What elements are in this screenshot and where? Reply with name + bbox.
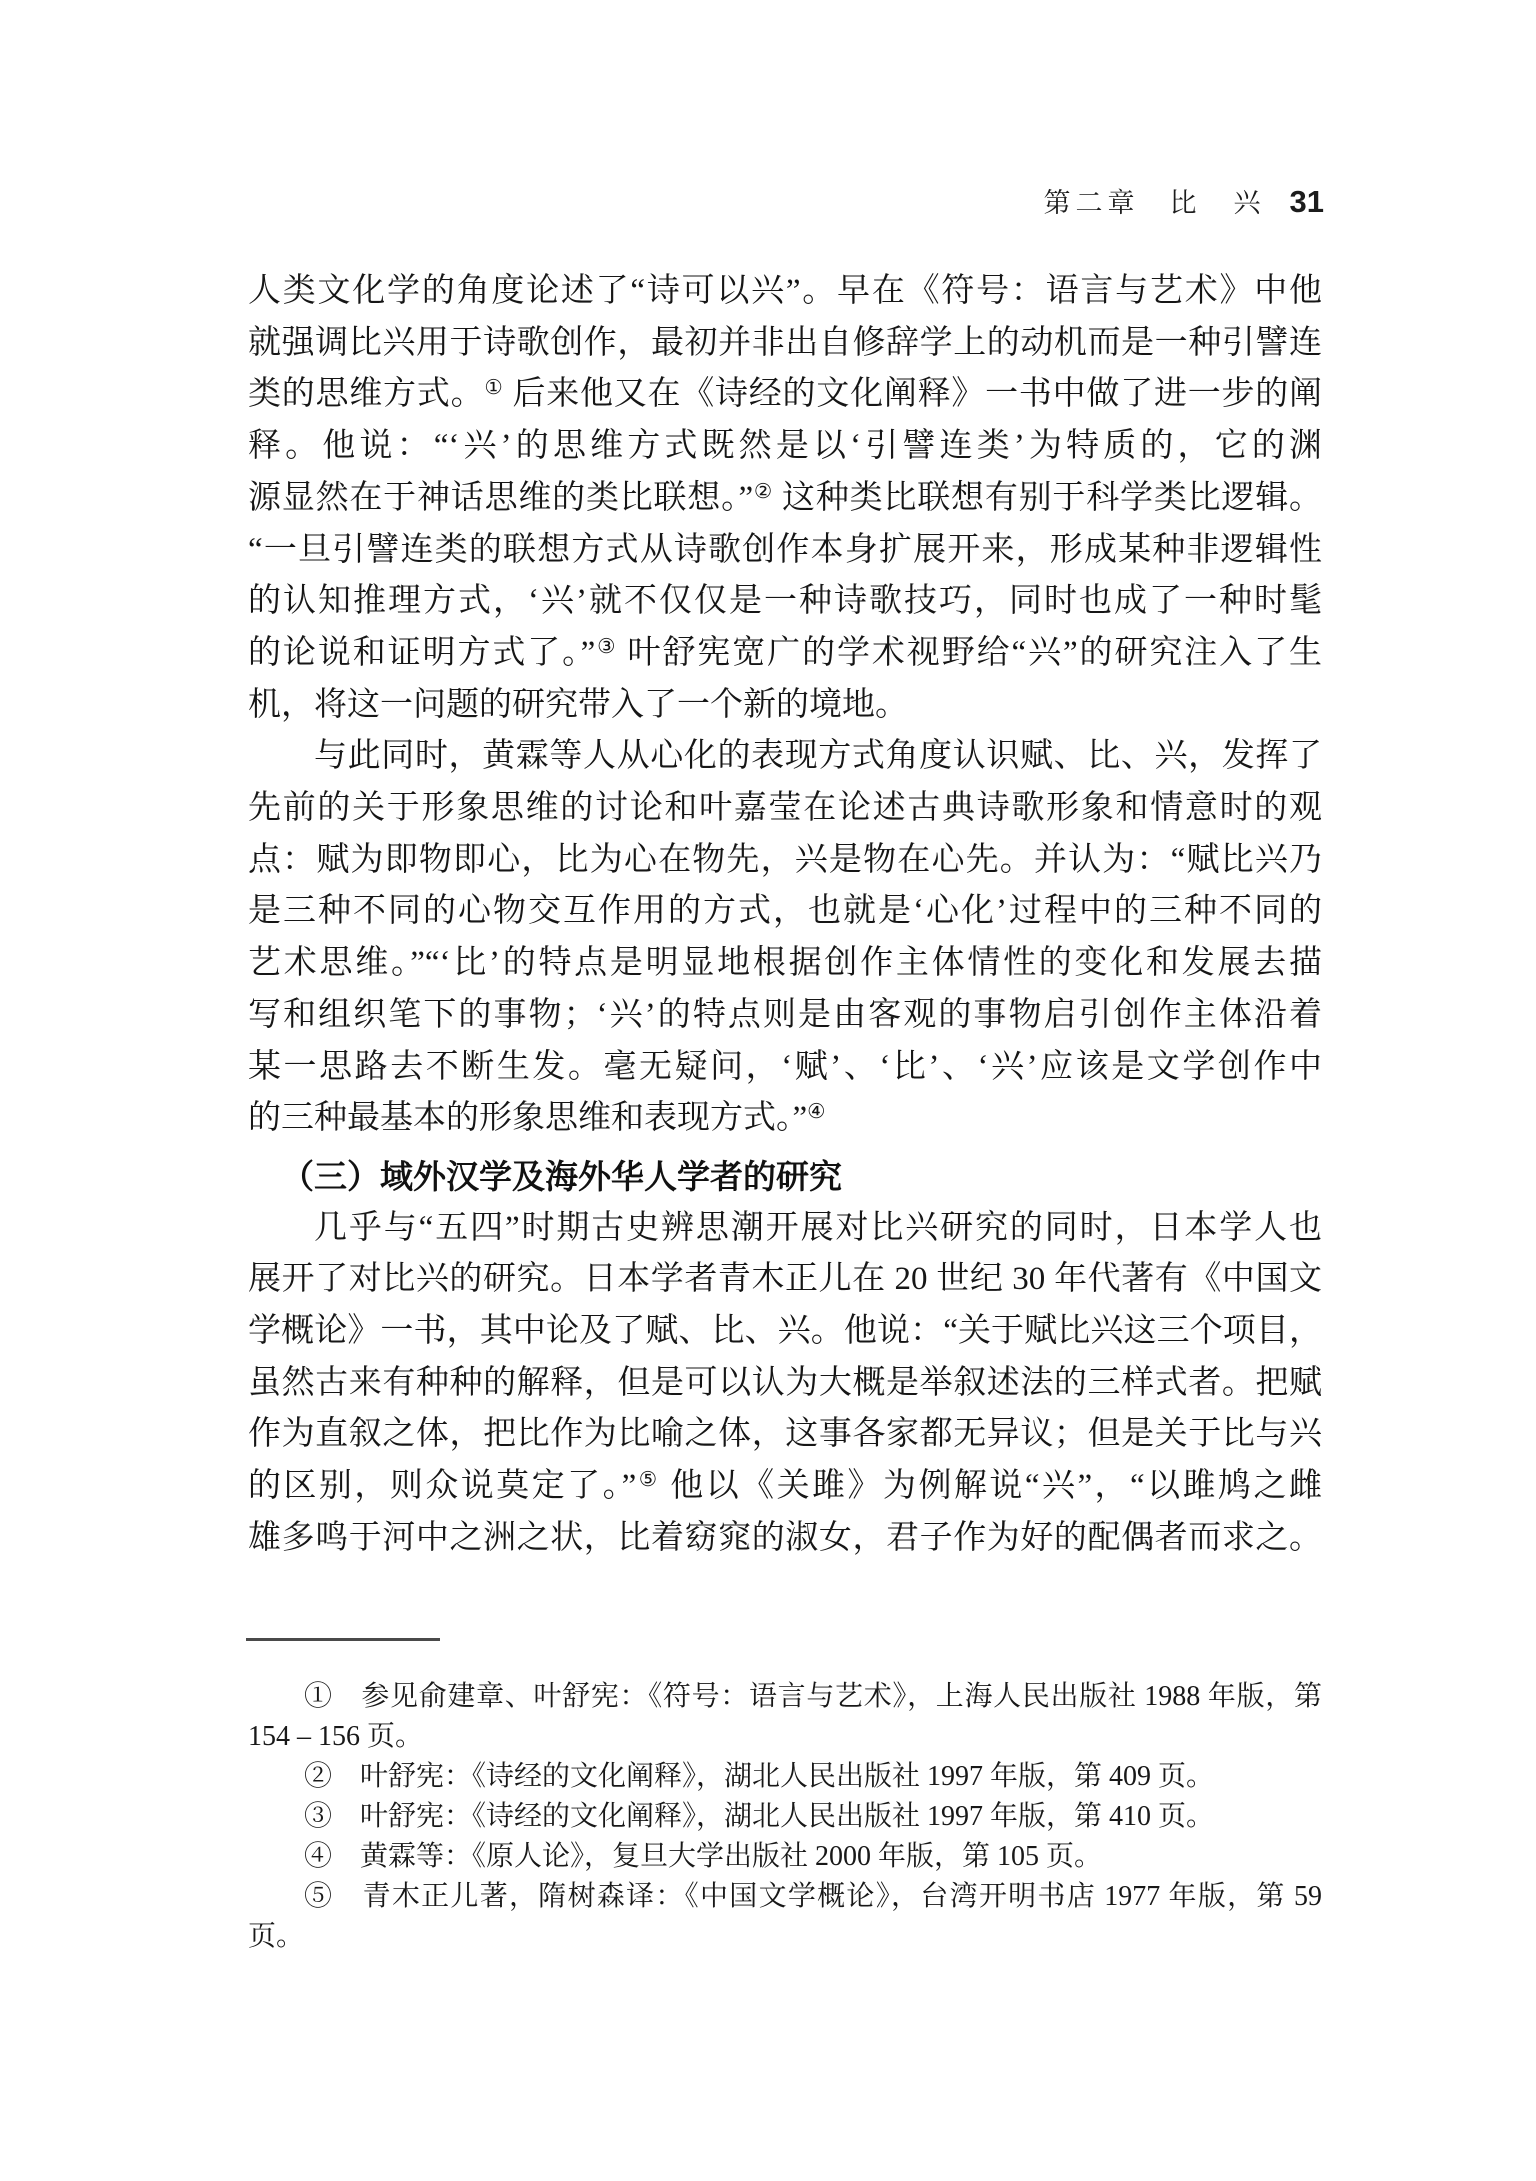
text-line: 释。他说：“‘兴’的思维方式既然是以‘引譬连类’为特质的，它的渊 [248,428,1322,465]
page-number: 31 [1289,184,1324,219]
footnote-reference: ④ [807,1101,826,1124]
footnote-reference: ② [753,480,774,503]
text-line: 艺术思维。”“‘比’的特点是明显地根据创作主体情性的变化和发展去描 [248,945,1322,982]
text-line: 类的思维方式。① 后来他又在《诗经的文化阐释》一书中做了进一步的阐 [248,376,1323,413]
text-line: 点：赋为即物即心，比为心在物先，兴是物在心先。并认为：“赋比兴乃 [248,841,1322,878]
paragraph-continuation [248,266,1322,731]
text-line: 几乎与“五四”时期古史辨思潮开展对比兴研究的同时，日本学人也 [314,1209,1322,1246]
text-line: 的论说和证明方式了。”③ 叶舒宪宽广的学术视野给“兴”的研究注入了生 [248,634,1322,671]
chapter-label: 第二章 [1043,188,1140,218]
text-line: 的三种最基本的形象思维和表现方式。”④ [248,1100,826,1137]
footnote-1 [248,1677,1322,1757]
text-line: 是三种不同的心物交互作用的方式，也就是‘心化’过程中的三种不同的 [248,893,1322,930]
text-line: 人类文化学的角度论述了“诗可以兴”。早在《符号：语言与艺术》中他 [248,273,1322,309]
footnote-3 [248,1797,1322,1837]
text-line: 的认知推理方式，‘兴’就不仅仅是一种诗歌技巧，同时也成了一种时髦 [248,583,1322,620]
page-header [248,186,1324,219]
text-line: ③ 叶舒宪：《诗经的文化阐释》，湖北人民出版社 1997 年版，第 410 页。 [304,1801,1215,1832]
text-line: 雄多鸣于河中之洲之状，比着窈窕的淑女，君子作为好的配偶者而求之。 [248,1519,1322,1556]
footnote-5 [248,1877,1322,1957]
text-line: 先前的关于形象思维的讨论和叶嘉莹在论述古典诗歌形象和情意时的观 [248,790,1322,827]
text-line: 就强调比兴用于诗歌创作，最初并非出自修辞学上的动机而是一种引譬连 [248,324,1322,361]
text-line: 源显然在于神话思维的类比联想。”② 这种类比联想有别于科学类比逻辑。 [248,479,1323,516]
footnote-reference: ⑤ [636,1468,660,1491]
footnote-2 [248,1757,1322,1797]
footnote-separator-rule [246,1638,440,1641]
text-line: 与此同时，黄霖等人从心化的表现方式角度认识赋、比、兴，发挥了 [314,738,1322,775]
footnote-4 [248,1837,1322,1877]
footnote-reference: ③ [595,635,618,658]
text-line: “一旦引譬连类的联想方式从诗歌创作本身扩展开来，形成某种非逻辑性 [248,531,1322,568]
section-heading: （三）域外汉学及海外华人学者的研究 [281,1157,842,1195]
text-line: 作为直叙之体，把比作为比喻之体，这事各家都无异议；但是关于比与兴 [248,1416,1322,1453]
chapter-title: 比 兴 [1169,188,1266,218]
footnotes [248,1677,1322,1957]
text-line: 某一思路去不断生发。毫无疑问，‘赋’、‘比’、‘兴’应该是文学创作中 [248,1048,1322,1085]
footnote-reference: ① [484,377,504,400]
text-line: 154 – 156 页。 [248,1721,424,1752]
body-text [248,266,1322,1565]
text-line: 展开了对比兴的研究。日本学者青木正儿在 20 世纪 30 年代著有《中国文 [248,1261,1322,1298]
text-line: 虽然古来有种种的解释，但是可以认为大概是举叙述法的三样式者。把赋 [248,1364,1322,1401]
text-line: ⑤ 青木正儿著，隋树森译：《中国文学概论》，台湾开明书店 1977 年版，第 59 页。 [248,1881,1322,1952]
text-line: ④ 黄霖等：《原人论》，复旦大学出版社 2000 年版，第 105 页。 [304,1841,1103,1872]
text-line: 的区别，则众说莫定了。”⑤ 他以《关雎》为例解说“兴”，“以雎鸠之雌 [248,1468,1322,1505]
text-line: 写和组织笔下的事物；‘兴’的特点则是由客观的事物启引创作主体沿着 [248,996,1322,1033]
text-line: ① 参见俞建章、叶舒宪：《符号：语言与艺术》，上海人民出版社 1988 年版，第 [304,1681,1322,1712]
text-line: 学概论》一书，其中论及了赋、比、兴。他说：“关于赋比兴这三个项目， [248,1313,1322,1350]
text-line: 机，将这一问题的研究带入了一个新的境地。 [248,686,908,723]
text-line: ② 叶舒宪：《诗经的文化阐释》，湖北人民出版社 1997 年版，第 409 页。 [304,1761,1215,1792]
paragraph-3 [248,1203,1322,1565]
paragraph-2 [248,731,1322,1145]
